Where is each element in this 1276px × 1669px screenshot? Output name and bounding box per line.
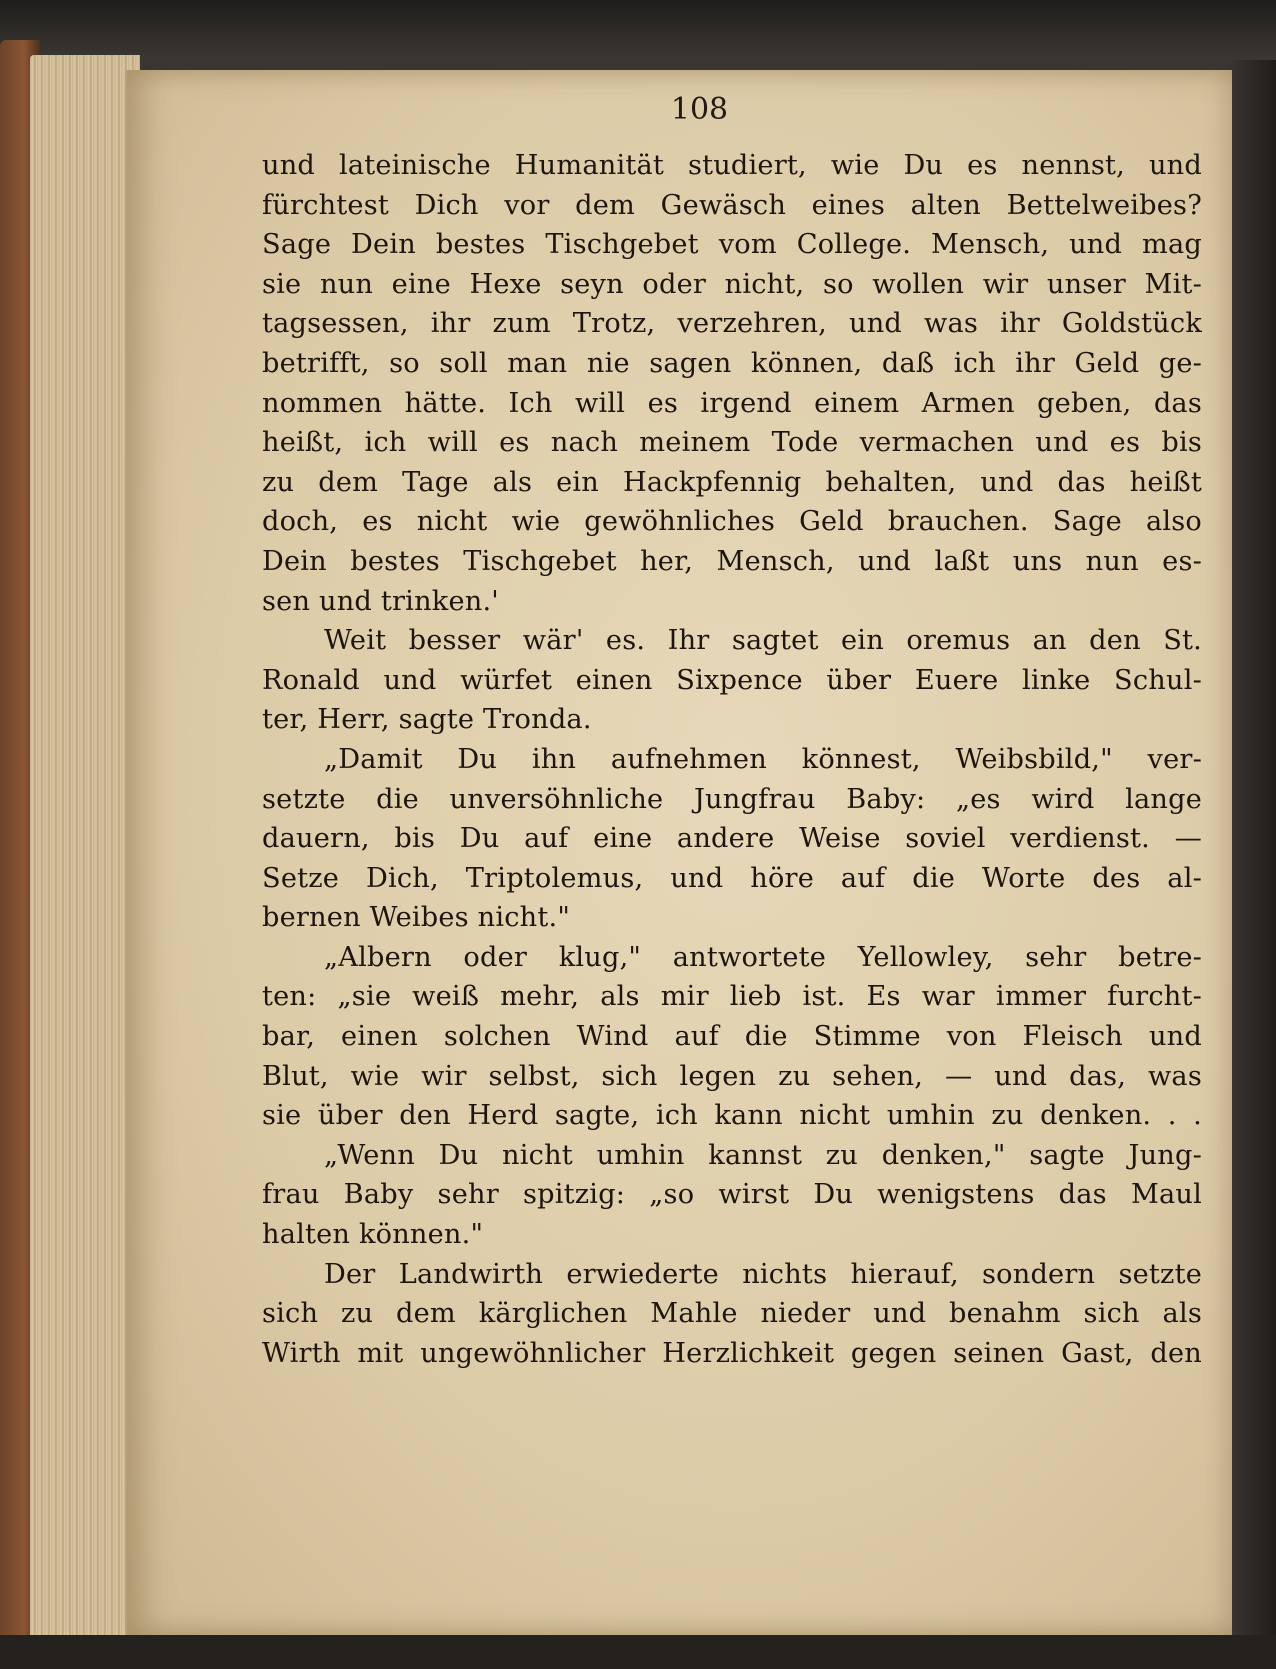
page-edges [30,55,140,1645]
text-line: sie über den Herd sagte, ich kann nicht umhin zu denken. . . [262,1100,1202,1132]
text-line: ter, Herr, sagte Tronda. [262,704,592,736]
text-line: zu dem Tage als ein Hackpfennig behalten, und das heißt [262,466,1202,498]
text-line: bar, einen solchen Wind auf die Stimme von Fleisch und [262,1021,1202,1053]
text-line: Der Landwirth erwiederte nichts hierauf, sondern setzte [324,1258,1202,1290]
text-line: dauern, bis Du auf eine andere Weise soviel verdienst. — [262,823,1202,855]
text-line: heißt, ich will es nach meinem Tode vermachen und es bis [262,427,1202,459]
text-line: „Damit Du ihn aufnehmen könnest, Weibsbild," ver- [324,743,1202,775]
text-line: ten: „sie weiß mehr, als mir lieb ist. Es war immer furcht- [262,981,1202,1013]
text-line: Setze Dich, Triptolemus, und höre auf die Worte des al- [262,862,1202,894]
text-line: doch, es nicht wie gewöhnliches Geld brauchen. Sage also [262,506,1202,538]
bottom-background [0,1635,1276,1669]
text-line: setzte die unversöhnliche Jungfrau Baby: „es wird lange [262,783,1202,815]
text-line: Sage Dein bestes Tischgebet vom College. Mensch, und mag [262,229,1202,261]
text-line: sen und trinken.' [262,585,499,617]
body-text [262,146,1202,1373]
text-line: und lateinische Humanität studiert, wie Du es nennst, und [262,150,1202,181]
text-line: bernen Weibes nicht." [262,902,571,934]
text-line: Wirth mit ungewöhnlicher Herzlichkeit gegen seinen Gast, den [262,1337,1202,1369]
text-line: „Albern oder klug," antwortete Yellowley, sehr betre- [324,941,1202,973]
text-line: sie nun eine Hexe seyn oder nicht, so wollen wir unser Mit- [262,268,1202,300]
right-background [1230,60,1276,1640]
text-line: Blut, wie wir selbst, sich legen zu sehen, — und das, was [262,1060,1202,1092]
text-line: betrifft, so soll man nie sagen können, daß ich ihr Geld ge- [262,347,1202,379]
top-shadow [0,0,1276,60]
text-line: halten können." [262,1219,484,1251]
text-line: sich zu dem kärglichen Mahle nieder und benahm sich als [262,1298,1202,1330]
page-number: 108 [670,92,729,127]
text-line: Ronald und würfet einen Sixpence über Euere linke Schul- [262,664,1202,696]
text-line: Weit besser wär' es. Ihr sagtet ein oremus an den St. [324,625,1202,657]
text-line: Dein bestes Tischgebet her, Mensch, und laßt uns nun es- [262,545,1202,577]
text-line: tagsessen, ihr zum Trotz, verzehren, und was ihr Goldstück [262,308,1202,340]
text-line: frau Baby sehr spitzig: „so wirst Du wenigstens das Maul [262,1179,1202,1211]
text-line: „Wenn Du nicht umhin kannst zu denken," sagte Jung- [324,1139,1202,1171]
text-line: nommen hätte. Ich will es irgend einem Armen geben, das [262,387,1202,419]
text-line: fürchtest Dich vor dem Gewäsch eines alten Bettelweibes? [262,189,1202,221]
book-page [125,70,1232,1635]
